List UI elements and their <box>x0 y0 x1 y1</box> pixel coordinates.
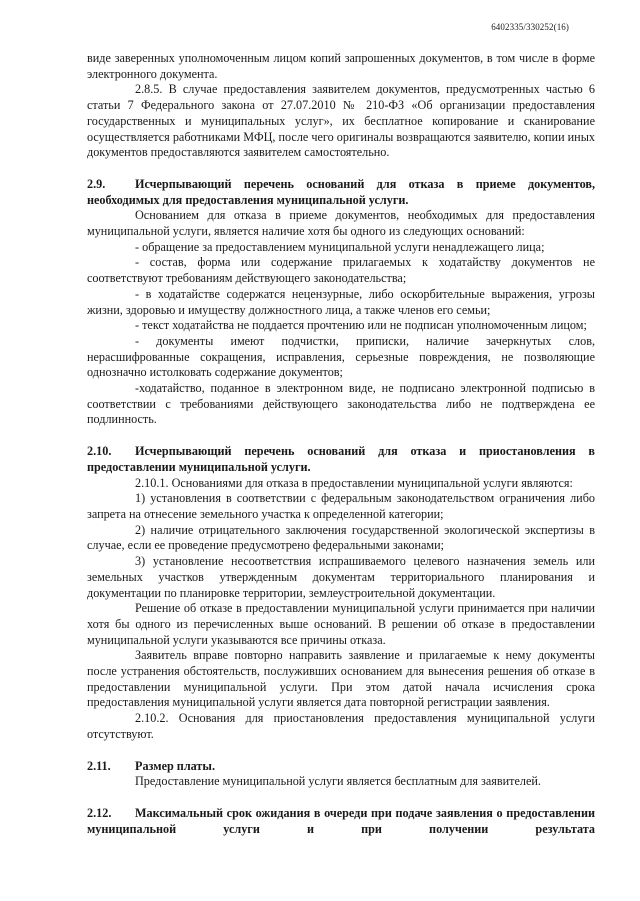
section-heading-2-9 <box>87 177 595 208</box>
section-heading-2-10 <box>87 444 595 475</box>
paragraph: 2.10.2. Основания для приостановления предоставления муниципальной услуги отсутствуют. <box>87 711 595 741</box>
document-number: 6402335/330252(16) <box>491 22 569 32</box>
list-item: 2) наличие отрицательного заключения государственной экологической экспертизы в случае, если ее проведение предусмотрено федеральными законами; <box>87 522 595 553</box>
list-item: - документы имеют подчистки, приписки, наличие зачеркнутых слов, нерасшифрованные сокращения, исправления, серьезные повреждения, не позволяющие однозначно истолковать содержание документов; <box>87 333 595 380</box>
section-heading-2-12 <box>87 806 595 837</box>
list-item: -ходатайство, поданное в электронном виде, не подписано электронной подписью в соответствии с требованиями действующего законодательства либо не подтверждена ее подлинность. <box>87 381 595 427</box>
document-body <box>87 51 595 837</box>
list-item: - текст ходатайства не поддается прочтению или не подписан уполномоченным лицом; <box>135 318 587 333</box>
list-item: - в ходатайстве содержатся нецензурные, либо оскорбительные выражения, угрозы жизни, здоровью и имуществу должностного лица, а также членов его семьи; <box>87 286 595 317</box>
section-number: 2.11. <box>87 758 111 773</box>
section-title: Исчерпывающий перечень оснований для отказа и приостановления в предоставлении муниципальной услуги. <box>87 444 595 474</box>
paragraph: 2.10.1. Основаниями для отказа в предоставлении муниципальной услуги являются: <box>135 475 573 490</box>
section-number: 2.9. <box>87 176 106 191</box>
paragraph: Предоставление муниципальной услуги является бесплатным для заявителей. <box>135 774 541 789</box>
paragraph: Решение об отказе в предоставлении муниципальной услуги принимается при наличии хотя бы одного из перечисленных выше оснований. В решении об отказе в предоставлении муниципальной услуги указываются все причины отказа. <box>87 601 595 647</box>
paragraph: виде заверенных уполномоченным лицом копий запрошенных документов, в том числе в форме электронного документа. <box>87 51 595 81</box>
list-item: - обращение за предоставлением муниципальной услуги ненадлежащего лица; <box>135 239 545 254</box>
section-title: Размер платы. <box>135 758 215 773</box>
section-title: Исчерпывающий перечень оснований для отказа в приеме документов, необходимых для предоставления муниципальной услуги. <box>87 176 595 207</box>
section-title: Максимальный срок ожидания в очереди при подаче заявления о предоставлении муниципальной услуги и при получении результата <box>87 805 595 836</box>
section-heading-2-11 <box>87 759 595 775</box>
list-item: 3) установление несоответствия испрашиваемого целевого назначения земель или земельных участков утвержденным документам территориального планирования и документации по планировке территории, землеустроительной документации. <box>87 554 595 600</box>
list-item: 1) установления в соответствии с федеральным законодательством ограничения либо запрета на отнесение земельного участка к определенной категории; <box>87 491 595 521</box>
paragraph: Основанием для отказа в приеме документов, необходимых для предоставления муниципальной услуги, является наличие хотя бы одного из следующих оснований: <box>87 208 595 239</box>
section-number: 2.10. <box>87 444 112 459</box>
list-item: - состав, форма или содержание прилагаемых к ходатайству документов не соответствуют требованиям действующего законодательства; <box>87 255 595 286</box>
paragraph: Заявитель вправе повторно направить заявление и прилагаемые к нему документы после устранения обстоятельств, послуживших основанием для вынесения решения об отказе в предоставлении муниципальной услуги. При этом датой начала исчисления срока предоставления муниципальной услуги является дата повторной регистрации заявления. <box>87 648 595 710</box>
paragraph: 2.8.5. В случае предоставления заявителем документов, предусмотренных частью 6 статьи 7 Федерального закона от 27.07.2010 № 210-ФЗ «Об организации предоставления государственных и муниципальных услуг», их бесплатное копирование и сканирование осуществляется работниками МФЦ, после чего оригиналы возвращаются заявителю, копии иных документов предоставляются заявителем самостоятельно. <box>87 82 595 160</box>
section-number: 2.12. <box>87 805 112 820</box>
